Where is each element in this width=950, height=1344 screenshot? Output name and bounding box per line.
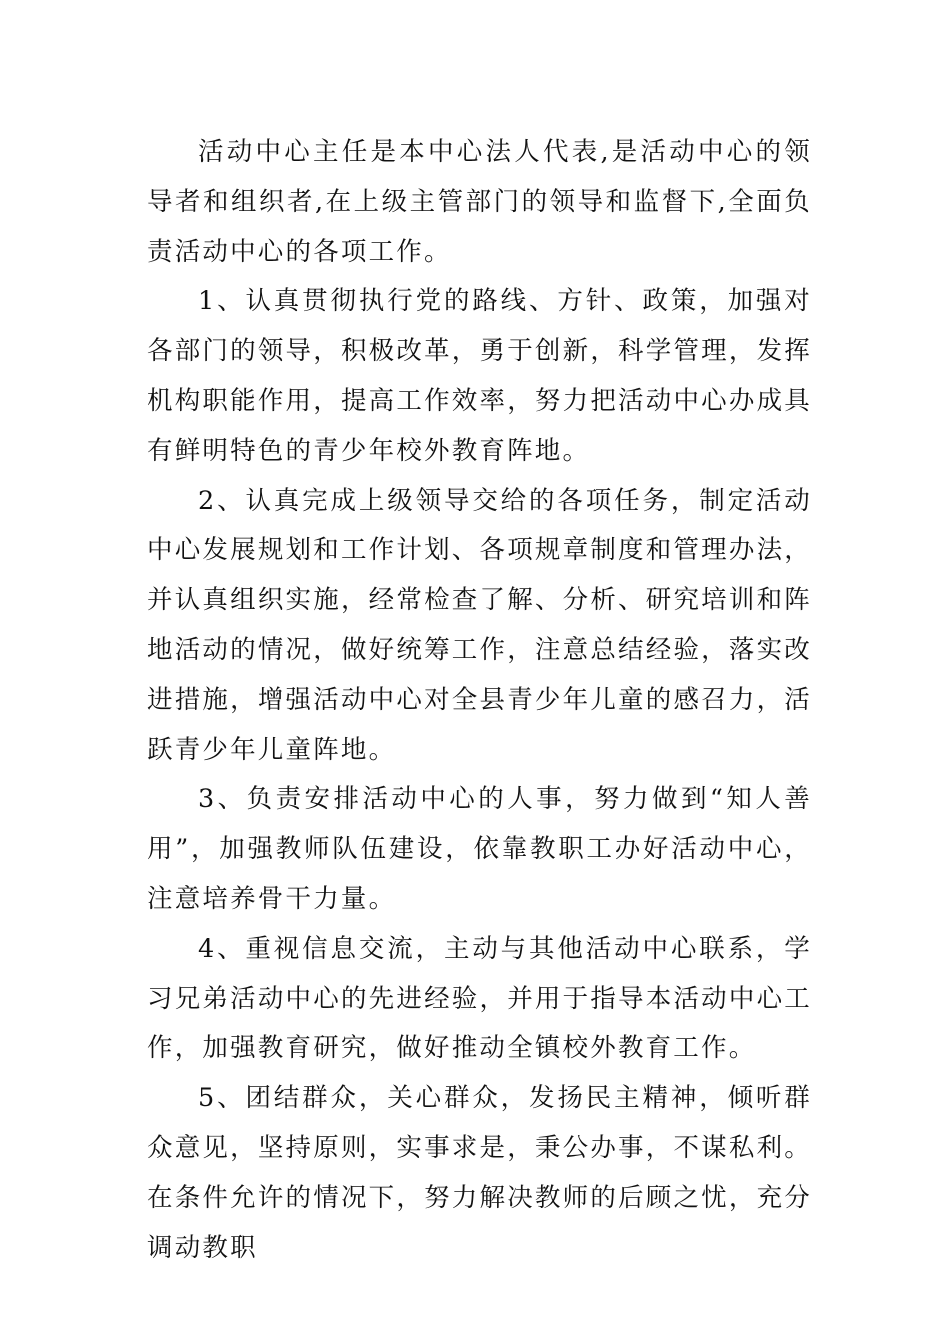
- paragraph-item-3: 3、负责安排活动中心的人事，努力做到“知人善用”，加强教师队伍建设，依靠教职工办好活动中心，注意培养骨干力量。: [147, 784, 812, 914]
- document-body: [147, 128, 812, 1273]
- paragraph-intro: 活动中心主任是本中心法人代表,是活动中心的领导者和组织者,在上级主管部门的领导和监督下,全面负责活动中心的各项工作。: [147, 137, 812, 267]
- paragraph-item-1: 1、认真贯彻执行党的路线、方针、政策，加强对各部门的领导，积极改革，勇于创新，科学管理，发挥机构职能作用，提高工作效率，努力把活动中心办成具有鲜明特色的青少年校外教育阵地。: [147, 286, 812, 466]
- paragraph-item-4: 4、重视信息交流，主动与其他活动中心联系，学习兄弟活动中心的先进经验，并用于指导本活动中心工作，加强教育研究，做好推动全镇校外教育工作。: [147, 933, 812, 1064]
- paragraph-item-2: 2、认真完成上级领导交给的各项任务，制定活动中心发展规划和工作计划、各项规章制度和管理办法，并认真组织实施，经常检查了解、分析、研究培训和阵地活动的情况，做好统筹工作，注意总结经验，落实改进措施，增强活动中心对全县青少年儿童的感召力，活跃青少年儿童阵地。: [147, 485, 812, 765]
- paragraph-item-5: 5、团结群众，关心群众，发扬民主精神，倾听群众意见，坚持原则，实事求是，秉公办事，不谋私利。在条件允许的情况下，努力解决教师的后顾之忧，充分调动教职: [147, 1083, 812, 1263]
